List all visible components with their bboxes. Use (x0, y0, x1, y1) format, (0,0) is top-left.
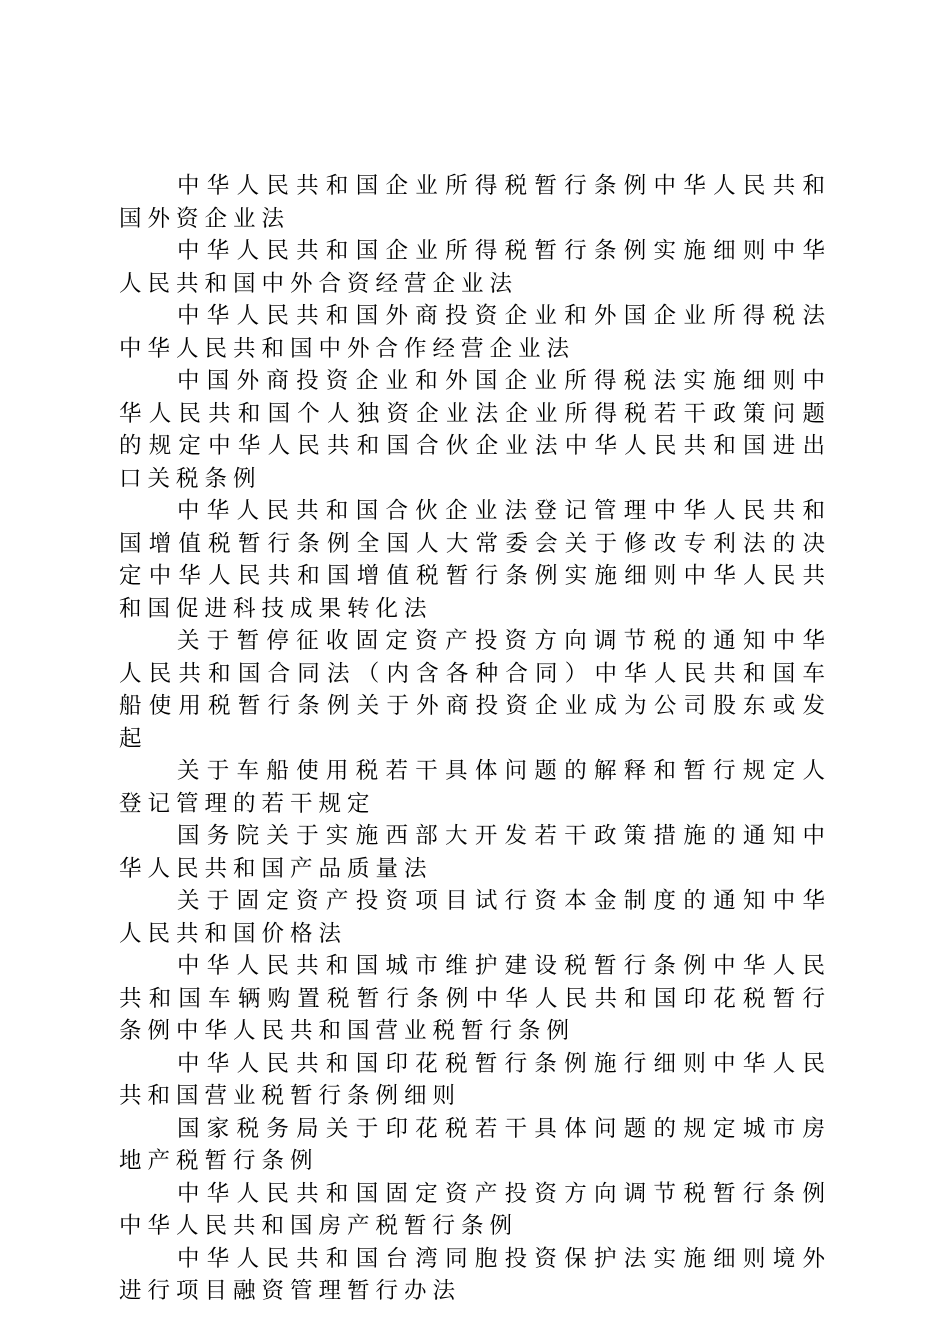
paragraph-5: 中华人民共和国合伙企业法登记管理中华人民共和国增值税暂行条例全国人大常委会关于修改专利法的决定中华人民共和国增值税暂行条例实施细则中华人民共和国促进科技成果转化法 (119, 498, 831, 622)
document-body (119, 170, 831, 1308)
paragraph-10: 中华人民共和国城市维护建设税暂行条例中华人民共和国车辆购置税暂行条例中华人民共和国印花税暂行条例中华人民共和国营业税暂行条例 (119, 953, 831, 1044)
paragraph-9: 关于固定资产投资项目试行资本金制度的通知中华人民共和国价格法 (119, 888, 831, 947)
paragraph-12: 国家税务局关于印花税若干具体问题的规定城市房地产税暂行条例 (119, 1115, 831, 1174)
paragraph-11: 中华人民共和国印花税暂行条例施行细则中华人民共和国营业税暂行条例细则 (119, 1050, 831, 1109)
paragraph-6: 关于暂停征收固定资产投资方向调节税的通知中华人民共和国合同法（内含各种合同）中华人民共和国车船使用税暂行条例关于外商投资企业成为公司股东或发起 (119, 628, 831, 752)
paragraph-2: 中华人民共和国企业所得税暂行条例实施细则中华人民共和国中外合资经营企业法 (119, 238, 831, 297)
paragraph-3: 中华人民共和国外商投资企业和外国企业所得税法中华人民共和国中外合作经营企业法 (119, 303, 831, 362)
paragraph-13: 中华人民共和国固定资产投资方向调节税暂行条例中华人民共和国房产税暂行条例 (119, 1180, 831, 1239)
paragraph-14: 中华人民共和国台湾同胞投资保护法实施细则境外进行项目融资管理暂行办法 (119, 1245, 831, 1304)
paragraph-7: 关于车船使用税若干具体问题的解释和暂行规定人登记管理的若干规定 (119, 758, 831, 817)
paragraph-8: 国务院关于实施西部大开发若干政策措施的通知中华人民共和国产品质量法 (119, 823, 831, 882)
paragraph-4: 中国外商投资企业和外国企业所得税法实施细则中华人民共和国个人独资企业法企业所得税若干政策问题的规定中华人民共和国合伙企业法中华人民共和国进出口关税条例 (119, 368, 831, 492)
paragraph-1: 中华人民共和国企业所得税暂行条例中华人民共和国外资企业法 (119, 173, 831, 232)
